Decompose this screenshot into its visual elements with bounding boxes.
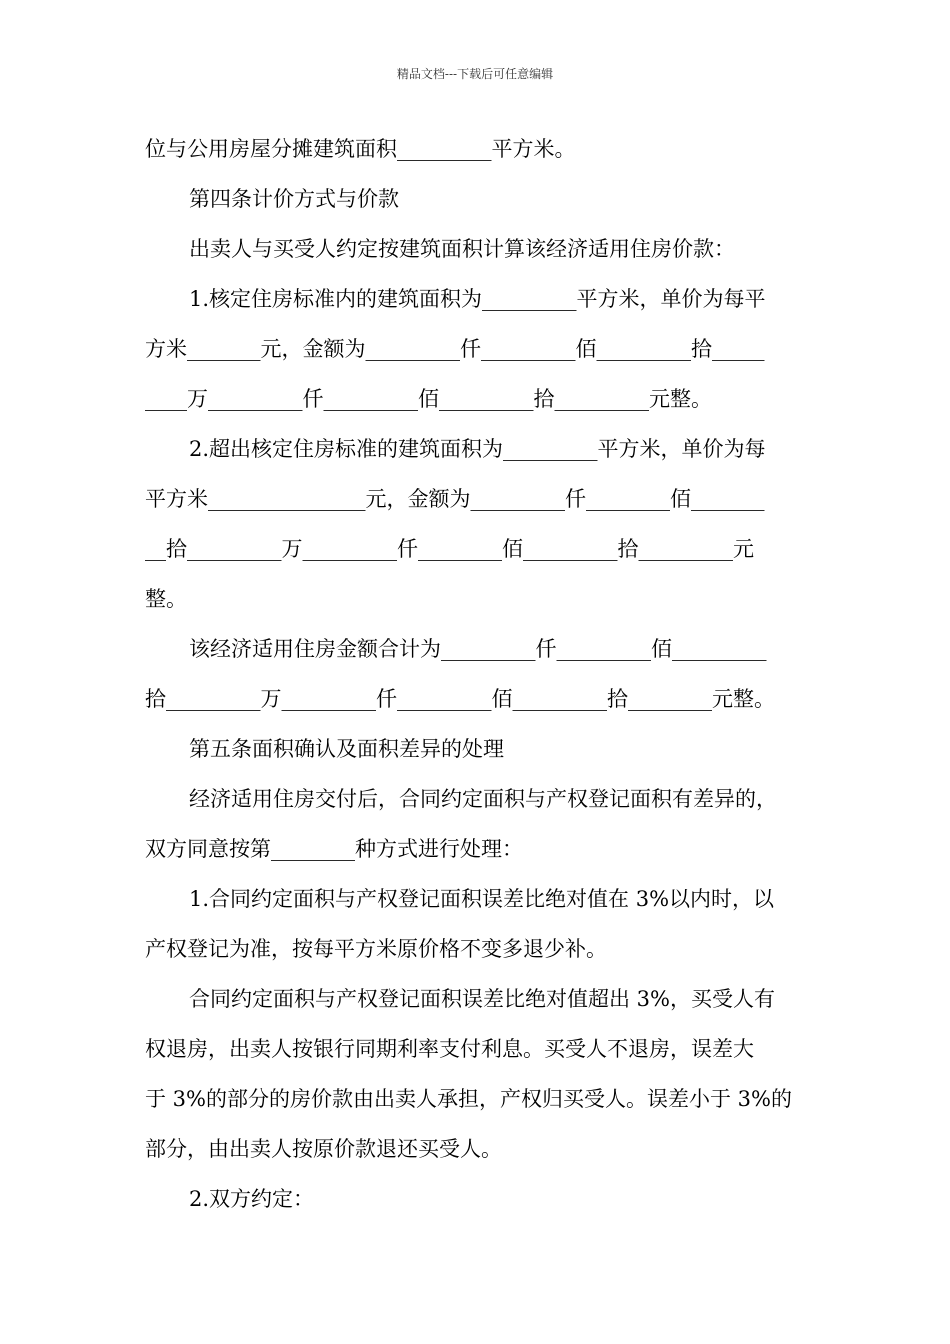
- page-header: 精品文档---下载后可任意编辑: [396, 67, 554, 81]
- text-line: 方米_______元，金额为_________仟_________佰_________拾_____: [145, 337, 765, 361]
- text-line: 整。: [145, 587, 187, 611]
- article-heading: 第四条计价方式与价款: [189, 187, 399, 211]
- text-line: 拾_________万_________仟_________佰_________拾________元整。: [145, 687, 775, 711]
- article-heading: 第五条面积确认及面积差异的处理: [189, 737, 504, 761]
- paragraph-line: 2.双方约定：: [189, 1187, 315, 1211]
- paragraph-line: 经济适用住房交付后，合同约定面积与产权登记面积有差异的，: [189, 787, 777, 811]
- paragraph-line: 1.核定住房标准内的建筑面积为_________平方米，单价为每平: [189, 287, 766, 311]
- text-line: 产权登记为准，按每平方米原价格不变多退少补。: [145, 937, 607, 961]
- paragraph-line: 该经济适用住房金额合计为_________仟_________佰_________: [189, 637, 767, 661]
- text-line: 双方同意按第________种方式进行处理：: [145, 837, 523, 861]
- text-line: 于 3%的部分的房价款由出卖人承担，产权归买受人。误差小于 3%的: [145, 1087, 792, 1111]
- text-line: __拾_________万_________仟________佰_________拾_________元: [145, 537, 754, 561]
- paragraph-line: 1.合同约定面积与产权登记面积误差比绝对值在 3%以内时，以: [189, 887, 775, 911]
- text-line: ____万_________仟_________佰_________拾_________元整。: [145, 387, 712, 411]
- text-line: 权退房，出卖人按银行同期利率支付利息。买受人不退房，误差大: [145, 1037, 754, 1061]
- text-line: 部分，由出卖人按原价款退还买受人。: [145, 1137, 502, 1161]
- text-line: 平方米_______________元，金额为_________仟________佰_______: [145, 487, 765, 511]
- paragraph-line: 2.超出核定住房标准的建筑面积为_________平方米，单价为每: [189, 437, 766, 461]
- paragraph-line: 合同约定面积与产权登记面积误差比绝对值超出 3%，买受人有: [189, 987, 775, 1011]
- document-body: [145, 124, 807, 1224]
- text-line: 位与公用房屋分摊建筑面积_________平方米。: [145, 137, 576, 161]
- paragraph-line: 出卖人与买受人约定按建筑面积计算该经济适用住房价款：: [189, 237, 735, 261]
